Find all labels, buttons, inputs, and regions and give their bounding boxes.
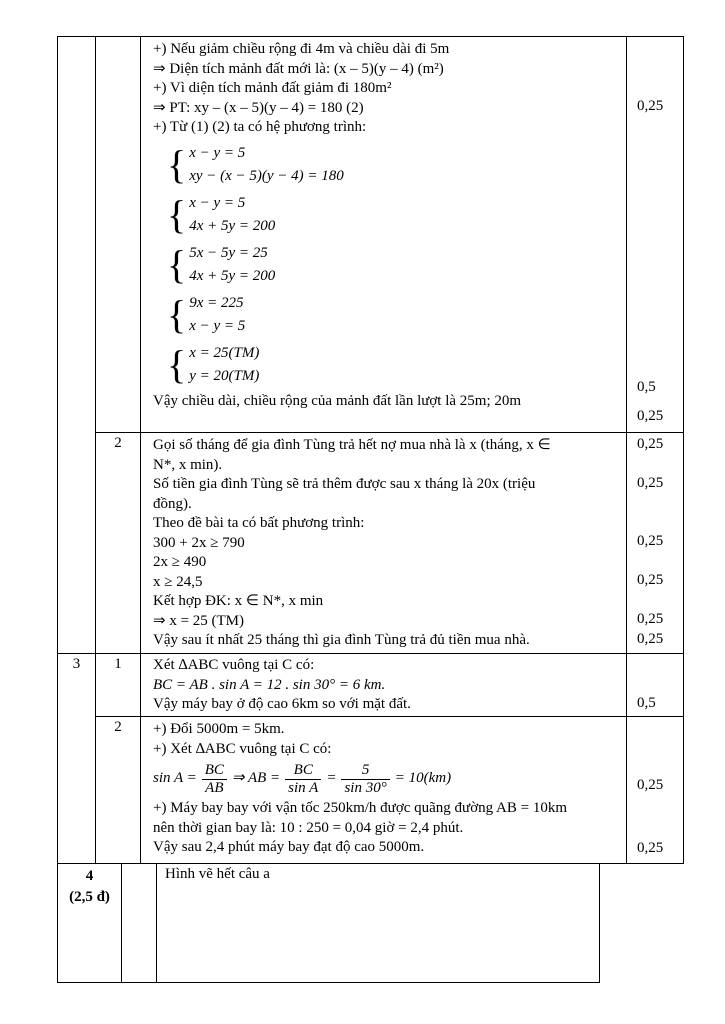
- question-2-group: [58, 37, 683, 654]
- fraction-numerator: BC: [202, 762, 227, 780]
- question-number-cell: [58, 864, 122, 982]
- equation: 9x = 225: [189, 294, 244, 311]
- equation: xy − (x − 5)(y − 4) = 180: [189, 167, 344, 184]
- points-column: [627, 433, 683, 653]
- solution-line: Vậy chiều dài, chiều rộng của mảnh đất lần lượt là 25m; 20m: [153, 392, 522, 409]
- fraction-denominator: sin A: [288, 779, 319, 796]
- left-brace-icon: {: [167, 191, 187, 237]
- points-value: 0,5: [637, 695, 656, 711]
- solution-line: N*, x min).: [153, 456, 223, 473]
- answer-table: [57, 36, 684, 864]
- points-value: 0,5: [637, 379, 656, 395]
- solution-line: +) Đổi 5000m = 5km.: [153, 721, 285, 737]
- solution-line: đồng).: [153, 495, 192, 512]
- solution-line: +) Từ (1) (2) ta có hệ phương trình:: [153, 119, 367, 135]
- question-4-row: [57, 863, 600, 983]
- subquestion-cell: 2: [96, 717, 141, 863]
- left-brace-icon: {: [167, 341, 187, 387]
- solution-line: BC = AB . sin A = 12 . sin 30° = 6 km.: [153, 676, 386, 693]
- equation: 4x + 5y = 200: [189, 267, 276, 284]
- row-q3-part2: [96, 717, 683, 863]
- equation: x − y = 5: [189, 317, 246, 334]
- solution-line: Vậy sau 2,4 phút máy bay đạt độ cao 5000m.: [153, 839, 425, 855]
- solution-content: [141, 433, 627, 653]
- fraction: [202, 762, 227, 797]
- question-3-group: [58, 654, 683, 863]
- solution-line: 2x ≥ 490: [153, 554, 207, 570]
- fraction-denominator: sin 30°: [344, 779, 387, 796]
- solution-line: Kết hợp ĐK: x ∈ N*, x min: [153, 593, 324, 609]
- points-value: 0,25: [637, 572, 664, 588]
- row-q2-part1: [96, 37, 683, 433]
- left-brace-icon: {: [167, 141, 187, 187]
- solution-content: [141, 717, 627, 863]
- solution-line: ⇒ Diện tích mảnh đất mới là: (x – 5)(y – 4) (m²): [153, 60, 444, 77]
- points-value: 0,25: [637, 611, 664, 627]
- solution-line: +) Máy bay bay với vận tốc 250km/h được quãng đường AB = 10km: [153, 800, 568, 816]
- solution-line: Gọi số tháng để gia đình Tùng trả hết nợ mua nhà là x (tháng, x ∈: [153, 437, 551, 453]
- points-column: [627, 37, 683, 432]
- fraction-denominator: AB: [205, 779, 224, 796]
- points-value: 0,25: [637, 840, 664, 856]
- equation-system: [167, 192, 620, 238]
- solution-line: x ≥ 24,5: [153, 573, 203, 590]
- equation: y = 20(TM): [189, 367, 260, 384]
- row-q3-part1: [96, 654, 683, 717]
- points-value: 0,25: [637, 631, 664, 647]
- subquestion-cell-empty: [96, 37, 141, 432]
- question-points-label: (2,5 đ): [69, 889, 110, 905]
- equation: x − y = 5: [189, 194, 246, 211]
- points-value: 0,25: [637, 533, 664, 549]
- subquestion-cell: 1: [96, 654, 141, 716]
- solution-line: Vậy máy bay ở độ cao 6km so với mặt đất.: [153, 696, 411, 712]
- points-column: [627, 717, 683, 863]
- points-value: 0,25: [637, 408, 664, 424]
- left-brace-icon: {: [167, 291, 187, 337]
- equation: x − y = 5: [189, 144, 246, 161]
- solution-line: Theo đề bài ta có bất phương trình:: [153, 515, 365, 531]
- left-brace-icon: {: [167, 241, 187, 287]
- solution-line: nên thời gian bay là: 10 : 250 = 0,04 giờ = 2,4 phút.: [153, 819, 464, 836]
- document-page: [57, 36, 684, 983]
- solution-line: +) Xét ∆ABC vuông tại C có:: [153, 740, 332, 757]
- formula-token: =: [326, 770, 337, 787]
- formula-token: sin A =: [153, 770, 197, 787]
- fraction: [285, 762, 321, 797]
- trig-formula: [153, 759, 620, 799]
- equation: 4x + 5y = 200: [189, 217, 276, 234]
- question-number-cell-empty: [58, 37, 96, 653]
- subquestion-cell-empty: [122, 864, 157, 982]
- question-number: 4: [85, 868, 94, 884]
- fraction-numerator: BC: [285, 762, 321, 780]
- equation-system: [167, 342, 620, 388]
- points-column: [627, 654, 683, 716]
- equation-system: [167, 292, 620, 338]
- solution-line: +) Nếu giảm chiều rộng đi 4m và chiều dài đi 5m: [153, 41, 450, 57]
- solution-line: ⇒ x = 25 (TM): [153, 612, 245, 629]
- formula-token: = 10(km): [394, 770, 452, 787]
- fraction-numerator: 5: [341, 762, 389, 780]
- points-value: 0,25: [637, 436, 664, 452]
- formula-token: ⇒ AB =: [231, 770, 281, 787]
- solution-content: [141, 654, 627, 716]
- solution-content: [141, 37, 627, 432]
- points-value: 0,25: [637, 98, 664, 114]
- equation-system: [167, 242, 620, 288]
- question-number-cell: 3: [58, 654, 96, 863]
- points-value: 0,25: [637, 777, 664, 793]
- solution-line: +) Vì diện tích mảnh đất giảm đi 180m²: [153, 80, 392, 96]
- solution-line: Xét ∆ABC vuông tại C có:: [153, 657, 315, 673]
- equation: x = 25(TM): [189, 344, 260, 361]
- points-value: 0,25: [637, 475, 664, 491]
- row-q2-part2: [96, 433, 683, 653]
- solution-line: ⇒ PT: xy – (x – 5)(y – 4) = 180 (2): [153, 99, 364, 116]
- figure-caption: Hình vẽ hết câu a: [165, 866, 270, 882]
- solution-line: Vậy sau ít nhất 25 tháng thì gia đình Tùng trả đủ tiền mua nhà.: [153, 632, 530, 648]
- subquestion-cell: 2: [96, 433, 141, 653]
- fraction: [341, 762, 389, 797]
- equation: 5x − 5y = 25: [189, 244, 268, 261]
- solution-line: Số tiền gia đình Tùng sẽ trả thêm được sau x tháng là 20x (triệu: [153, 476, 536, 492]
- figure-area: [157, 864, 599, 982]
- equation-system: [167, 142, 620, 188]
- solution-line: 300 + 2x ≥ 790: [153, 534, 245, 551]
